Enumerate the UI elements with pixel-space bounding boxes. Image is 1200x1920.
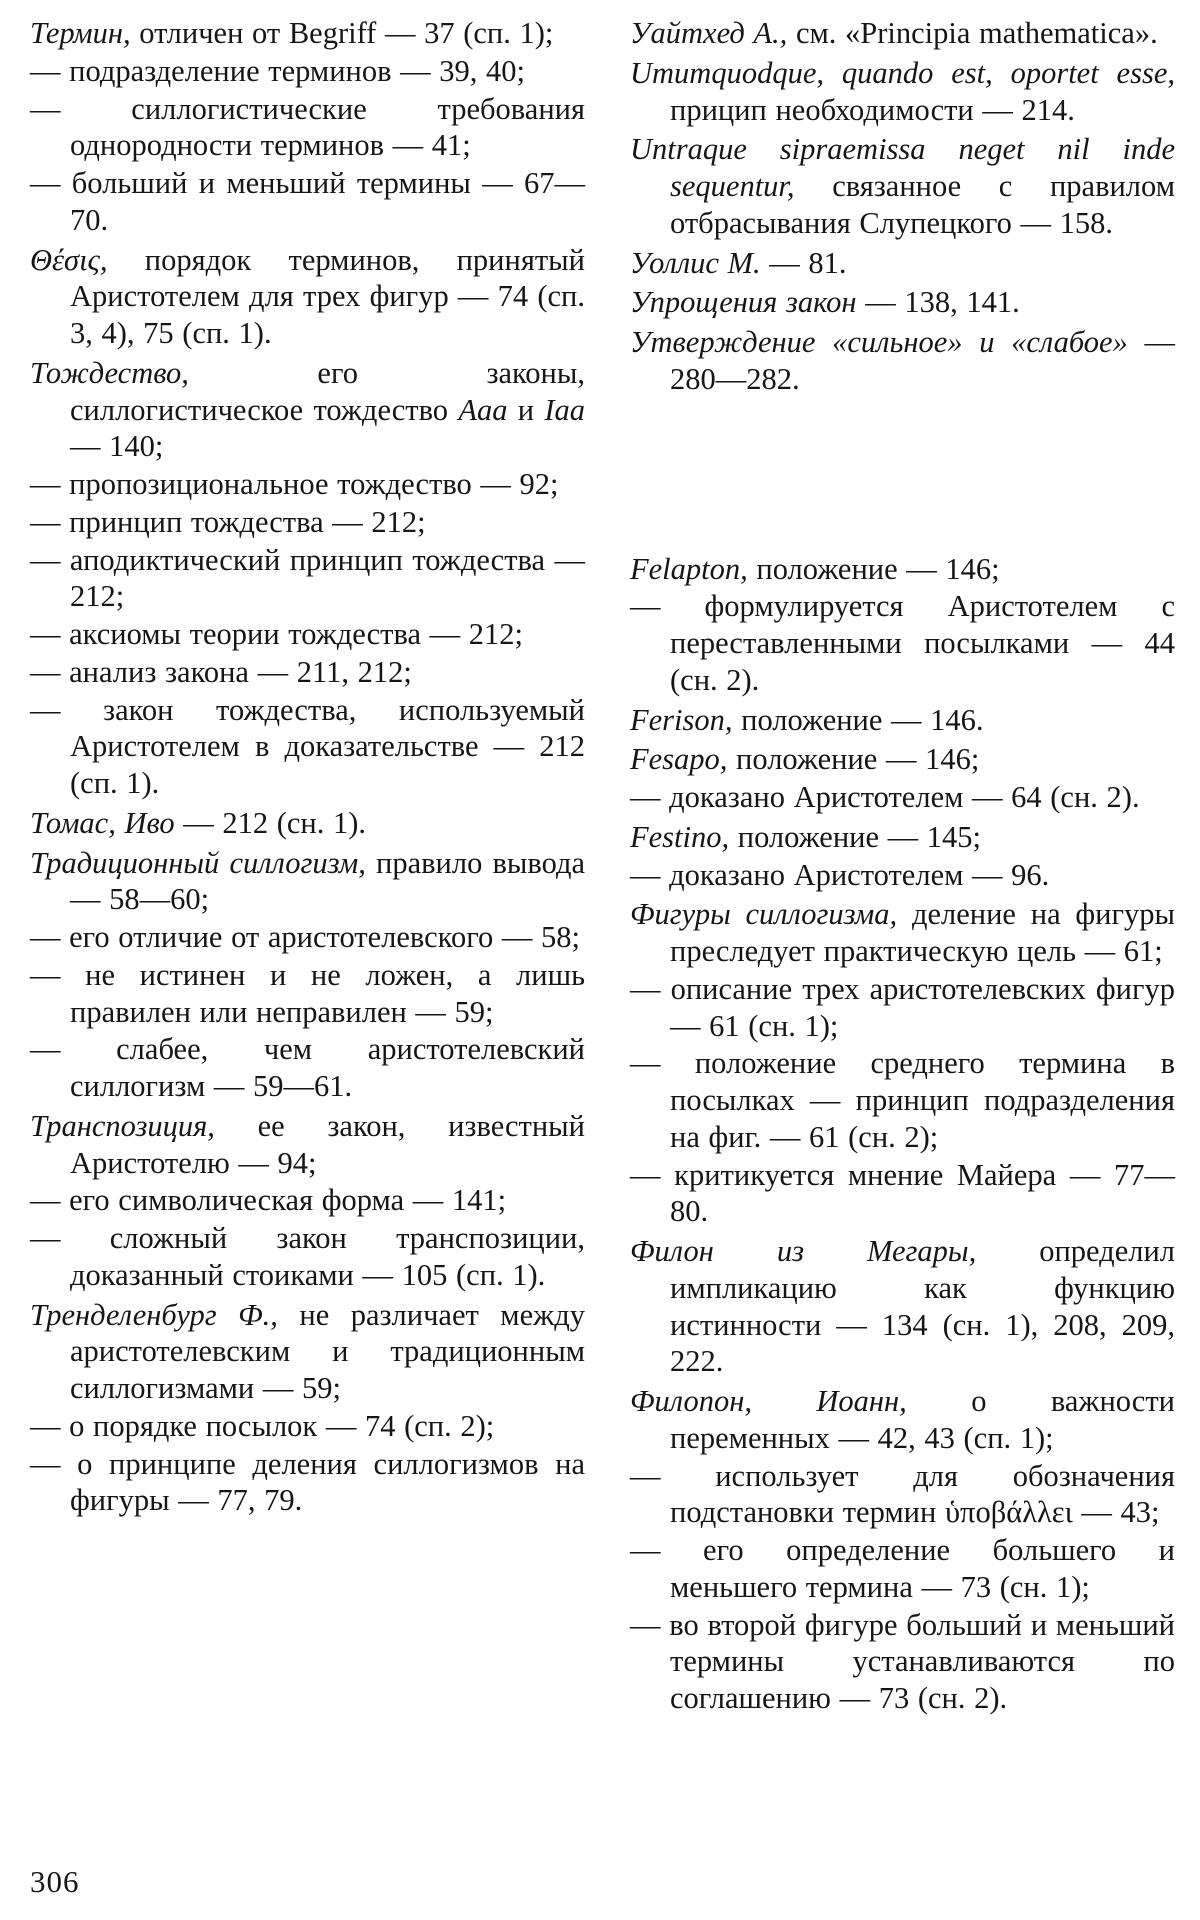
- index-entry: [630, 1383, 1175, 1457]
- page-number: 306: [30, 1864, 80, 1899]
- index-entry: [30, 355, 585, 465]
- entry-text: — подразделение терминов — 39, 40;: [30, 53, 525, 88]
- entry-term: Утверждение «сильное» и «слабое»: [630, 325, 1128, 359]
- index-subentry: [30, 616, 585, 653]
- index-subentry: [30, 91, 585, 165]
- entry-text: — 138, 141.: [856, 285, 1020, 320]
- entry-term: Тренделенбург Ф.,: [30, 1297, 278, 1332]
- index-entry: [30, 805, 585, 842]
- entry-text: не различает между аристотелевским и традиционным силлогизмами — 59;: [70, 1297, 585, 1405]
- index-subentry: [30, 504, 585, 541]
- index-subentry: [30, 165, 585, 239]
- left-column: [30, 12, 585, 1519]
- entry-text: — закон тождества, используемый Аристотелем в доказательстве — 212 (сп. 1).: [30, 692, 585, 800]
- index-subentry: [630, 971, 1175, 1045]
- index-subentry: [630, 857, 1175, 894]
- index-entry: [630, 245, 1175, 282]
- entry-text: — анализ закона — 211, 212;: [30, 654, 412, 689]
- entry-text: — 212 (сн. 1).: [174, 805, 367, 840]
- index-subentry: [630, 1458, 1175, 1532]
- entry-text: правило вывода — 58—60;: [70, 845, 585, 917]
- index-subentry: [30, 542, 585, 616]
- entry-term: Томас, Иво: [30, 805, 175, 840]
- entry-text: — 140;: [70, 429, 164, 464]
- entry-term: Untraque sipraemissa neget nil inde sequentur,: [630, 132, 1175, 203]
- entry-text: — критикуется мнение Майера — 77—80.: [630, 1157, 1175, 1229]
- entry-text: — во второй фигуре больший и меньший термины устанавливаются по соглашению — 73 (сн. 2).: [630, 1607, 1175, 1715]
- column-gap: [630, 398, 1175, 548]
- entry-term: Фигуры силлогизма,: [630, 897, 898, 932]
- entry-text: порядок терминов, принятый Аристотелем для трех фигур — 74 (сп. 3, 4), 75 (сп. 1).: [70, 242, 585, 350]
- entry-text: ее закон, известный Аристотелю — 94;: [70, 1108, 585, 1180]
- entry-term: Ferison,: [630, 702, 733, 737]
- entry-text: — слабее, чем аристотелевский силлогизм — 59—61.: [30, 1032, 585, 1103]
- index-entry: [630, 55, 1175, 129]
- entry-text: и: [507, 392, 545, 427]
- index-subentry: [30, 1446, 585, 1520]
- entry-term: Festino,: [630, 819, 730, 854]
- entry-text: положение — 145;: [729, 819, 981, 854]
- entry-term: Тождество,: [30, 355, 189, 390]
- index-subentry: [630, 1607, 1175, 1717]
- entry-term: Umumquodque, quando est, oportet esse,: [630, 55, 1175, 90]
- entry-text: — положение среднего термина в посылках — принцип подразделения на фиг. — 61 (сн. 2);: [630, 1046, 1175, 1154]
- entry-term: Уоллис М.: [630, 245, 761, 280]
- entry-term: Транспозиция,: [30, 1108, 215, 1143]
- index-subentry: [30, 1031, 585, 1105]
- index-entry: [630, 702, 1175, 739]
- entry-text: — сложный закон транспозиции, доказанный стоиками — 105 (сп. 1).: [30, 1221, 585, 1292]
- index-entry: [630, 741, 1175, 778]
- index-entry: [630, 896, 1175, 970]
- entry-text: деление на фигуры преследует практическую цель — 61;: [670, 897, 1175, 968]
- index-subentry: [30, 919, 585, 956]
- entry-text: о важности переменных — 42, 43 (сп. 1);: [670, 1384, 1175, 1455]
- entry-term: Упрощения закон: [630, 285, 857, 320]
- index-subentry: [630, 588, 1175, 698]
- entry-text: положение — 146;: [727, 742, 980, 777]
- index-entry: [630, 324, 1175, 398]
- entry-text: — 280—282.: [670, 325, 1175, 396]
- entry-text: — его символическая форма — 141;: [30, 1183, 507, 1218]
- entry-text: — не истинен и не ложен, а лишь правилен или неправилен — 59;: [30, 957, 585, 1029]
- index-subentry: [630, 1157, 1175, 1231]
- entry-text: — использует для обозначения подстановки термин ὑποβάλλει — 43;: [630, 1458, 1175, 1530]
- right-column-bottom-block: [630, 551, 1175, 1717]
- entry-text: — 81.: [760, 245, 847, 280]
- index-entry: [630, 819, 1175, 856]
- right-column: [630, 12, 1175, 1717]
- index-subentry: [630, 1532, 1175, 1606]
- index-entry: [630, 15, 1175, 52]
- index-entry: [30, 1108, 585, 1182]
- entry-term: Филон из Мегары,: [630, 1234, 977, 1268]
- index-entry: [630, 284, 1175, 321]
- entry-text: — принцип тождества — 212;: [30, 504, 426, 539]
- entry-text: — формулируется Аристотелем с переставленными посылками — 44 (сн. 2).: [630, 589, 1175, 697]
- entry-italic: Aaa: [458, 392, 508, 427]
- entry-text: связанное с правилом отбрасывания Слупецкого — 158.: [670, 169, 1175, 240]
- index-entry: [630, 1233, 1175, 1380]
- entry-term: Θέσις,: [30, 242, 108, 277]
- entry-text: определил импликацию как функцию истинности — 134 (сн. 1), 208, 209, 222.: [670, 1234, 1175, 1379]
- entry-text: положение — 146.: [732, 702, 984, 737]
- index-subentry: [30, 1408, 585, 1445]
- index-subentry: [30, 53, 585, 90]
- index-subentry: [30, 654, 585, 691]
- entry-term: Felapton,: [630, 551, 748, 586]
- entry-term: Уайтхед А.,: [630, 16, 788, 50]
- entry-text: прицип необходимости — 214.: [670, 92, 1075, 127]
- right-column-top-block: [630, 15, 1175, 398]
- index-subentry: [30, 1182, 585, 1219]
- index-subentry: [30, 957, 585, 1031]
- entry-term: Fesapo,: [630, 742, 728, 777]
- entry-text: — больший и меньший термины — 67—70.: [30, 166, 585, 237]
- entry-text: — силлогистические требования однородности терминов — 41;: [30, 91, 585, 163]
- index-entry: [630, 131, 1175, 241]
- index-entry: [30, 15, 585, 52]
- entry-text: — его отличие от аристотелевского — 58;: [30, 920, 580, 954]
- entry-text: см. «Principia mathematica».: [787, 16, 1158, 50]
- entry-term: Филопон, Иоанн,: [630, 1384, 907, 1418]
- index-subentry: [30, 692, 585, 802]
- entry-text: его законы, силлогистическое тождество: [70, 355, 585, 427]
- entry-text: — аподиктический принцип тождества — 212;: [30, 542, 585, 614]
- index-entry: [30, 845, 585, 919]
- entry-text: — пропозициональное тождество — 92;: [30, 467, 559, 501]
- index-entry: [30, 1297, 585, 1407]
- index-subentry: [30, 1220, 585, 1294]
- entry-text: отличен от Begriff — 37 (сп. 1);: [130, 16, 554, 50]
- index-subentry: [630, 1045, 1175, 1155]
- entry-text: — доказано Аристотелем — 96.: [630, 857, 1050, 892]
- index-subentry: [30, 466, 585, 503]
- entry-italic: Iaa: [544, 392, 585, 427]
- entry-term: Термин,: [30, 16, 131, 50]
- entry-text: — о порядке посылок — 74 (сп. 2);: [30, 1408, 495, 1443]
- index-subentry: [630, 779, 1175, 816]
- index-entry: [30, 242, 585, 352]
- index-entry: [630, 551, 1175, 588]
- entry-text: — описание трех аристотелевских фигур — 61 (сн. 1);: [630, 971, 1175, 1043]
- entry-term: Традиционный силлогизм,: [30, 845, 366, 880]
- entry-text: положение — 146;: [747, 551, 1000, 586]
- entry-text: — его определение большего и меньшего термина — 73 (сн. 1);: [630, 1533, 1175, 1604]
- entry-text: — аксиомы теории тождества — 212;: [30, 617, 523, 651]
- entry-text: — о принципе деления силлогизмов на фигуры — 77, 79.: [30, 1446, 585, 1518]
- entry-text: — доказано Аристотелем — 64 (сн. 2).: [630, 780, 1140, 814]
